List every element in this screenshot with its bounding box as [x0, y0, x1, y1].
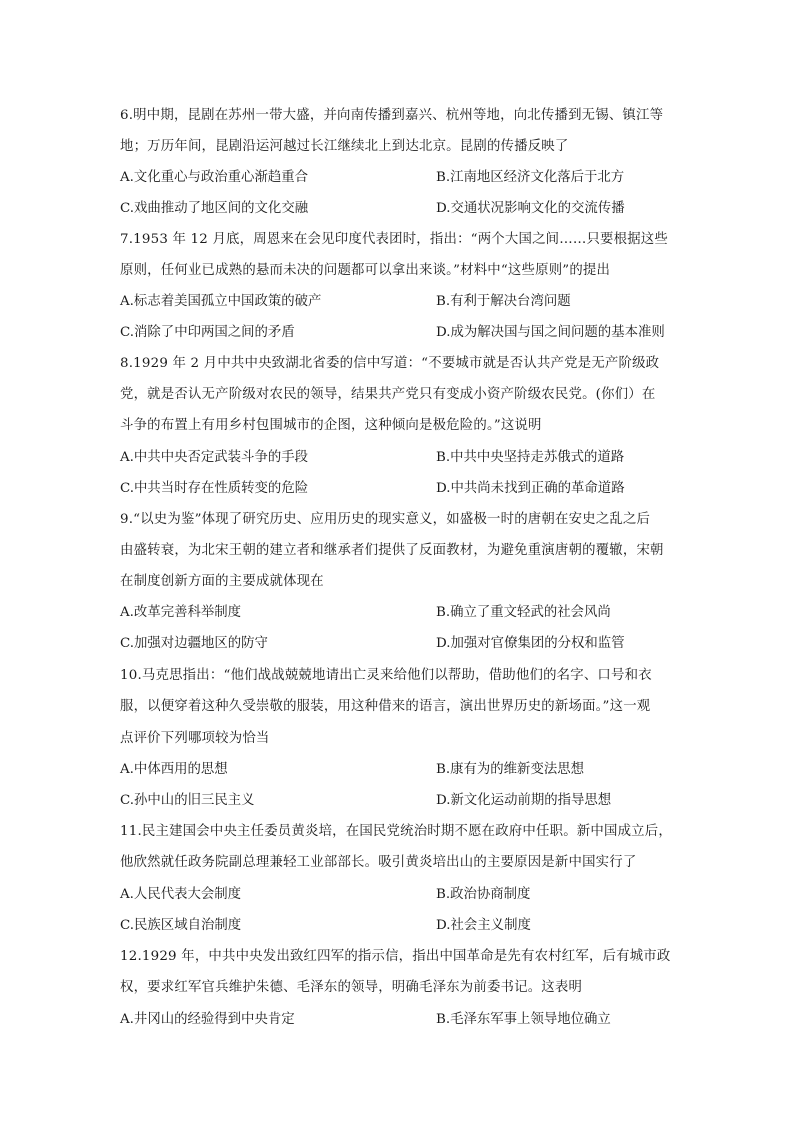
q10-option-a: A.中体西用的思想: [120, 762, 228, 777]
q9-option-d: D.加强对官僚集团的分权和监管: [436, 636, 625, 651]
q8-stem-line-2: 党，就是否认无产阶级对农民的领导，结果共产党只有变成小资产阶级农民党。(你们）在: [120, 387, 656, 402]
q12-option-a: A.井冈山的经验得到中央肯定: [120, 1012, 295, 1027]
q12-option-b: B.毛泽东军事上领导地位确立: [436, 1012, 611, 1027]
q6-option-c: C.戏曲推动了地区间的文化交融: [120, 201, 309, 216]
q9-option-b: B.确立了重文轻武的社会风尚: [436, 605, 611, 620]
q11-option-a: A.人民代表大会制度: [120, 887, 242, 902]
q6-option-a: A.文化重心与政治重心渐趋重合: [120, 170, 309, 185]
q11-option-b: B.政治协商制度: [436, 887, 531, 902]
q10-option-c: C.孙中山的旧三民主义: [120, 793, 255, 808]
q7-option-b: B.有利于解决台湾问题: [436, 294, 571, 309]
q6-option-b: B.江南地区经济文化落后于北方: [436, 170, 625, 185]
q6-option-d: D.交通状况影响文化的交流传播: [436, 201, 625, 216]
q7-stem-line-2: 原则，任何业已成熟的悬而未决的问题都可以拿出来谈。”材料中“这些原则”的提出: [120, 263, 611, 278]
q7-option-a: A.标志着美国孤立中国政策的破产: [120, 294, 322, 309]
q7-stem-line-1: 7.1953 年 12 月底，周恩来在会见印度代表团时，指出：“两个大国之间……只要根据这些: [120, 232, 668, 247]
q10-stem-line-3: 点评价下列哪项较为恰当: [120, 731, 270, 746]
q11-stem-line-2: 他欣然就任政务院副总理兼轻工业部部长。吸引黄炎培出山的主要原因是新中国实行了: [120, 855, 637, 870]
q8-option-a: A.中共中央否定武装斗争的手段: [120, 450, 309, 465]
q9-stem-line-1: 9.“以史为鉴”体现了研究历史、应用历史的现实意义，如盛极一时的唐朝在安史之乱之后: [120, 512, 651, 527]
q7-option-d: D.成为解决国与国之间问题的基本准则: [436, 325, 665, 340]
q10-option-d: D.新文化运动前期的指导思想: [436, 793, 612, 808]
q8-stem-line-3: 斗争的布置上有用乡村包围城市的企图，这种倾向是极危险的。”这说明: [120, 418, 542, 433]
q8-option-c: C.中共当时存在性质转变的危险: [120, 481, 309, 496]
q12-stem-line-2: 权，要求红军官兵维护朱德、毛泽东的领导，明确毛泽东为前委书记。这表明: [120, 980, 583, 995]
q9-option-a: A.改革完善科举制度: [120, 605, 242, 620]
q12-stem-line-1: 12.1929 年，中共中央发出致红四军的指示信，指出中国革命是先有农村红军，后有城市政: [120, 949, 671, 964]
q10-stem-line-1: 10.马克思指出：“他们战战兢兢地请出亡灵来给他们以帮助，借助他们的名字、口号和衣: [120, 668, 652, 683]
q9-option-c: C.加强对边疆地区的防守: [120, 636, 268, 651]
q8-option-d: D.中共尚未找到正确的革命道路: [436, 481, 625, 496]
q9-stem-line-3: 在制度创新方面的主要成就体现在: [120, 574, 324, 589]
q8-option-b: B.中共中央坚持走苏俄式的道路: [436, 450, 625, 465]
q7-option-c: C.消除了中印两国之间的矛盾: [120, 325, 295, 340]
q6-stem-line-1: 6.明中期，昆剧在苏州一带大盛，并向南传播到嘉兴、杭州等地，向北传播到无锡、镇江等: [120, 108, 664, 123]
q8-stem-line-1: 8.1929 年 2 月中共中央致湖北省委的信中写道：“不要城市就是否认共产党是无产阶级政: [120, 356, 660, 371]
q9-stem-line-2: 由盛转衰，为北宋王朝的建立者和继承者们提供了反面教材，为避免重演唐朝的覆辙，宋朝: [120, 543, 664, 558]
q10-stem-line-2: 服，以便穿着这种久受崇敬的服装，用这种借来的语言，演出世界历史的新场面。”这一观: [120, 699, 651, 714]
q6-stem-line-2: 地；万历年间，昆剧沿运河越过长江继续北上到达北京。昆剧的传播反映了: [120, 139, 569, 154]
q11-option-c: C.民族区域自治制度: [120, 918, 242, 933]
q11-option-d: D.社会主义制度: [436, 918, 531, 933]
q10-option-b: B.康有为的维新变法思想: [436, 762, 585, 777]
q11-stem-line-1: 11.民主建国会中央主任委员黄炎培，在国民党统治时期不愿在政府中任职。新中国成立后，: [120, 824, 672, 839]
